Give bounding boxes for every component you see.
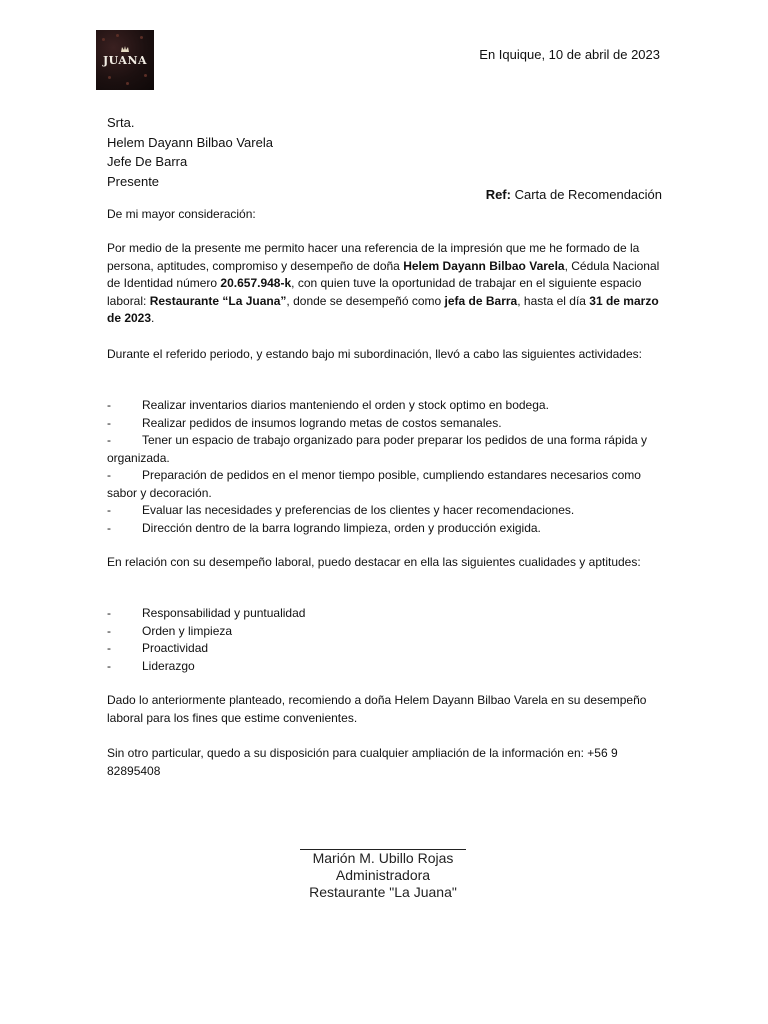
activity-text: Realizar inventarios diarios manteniendo el orden y stock optimo en bodega. xyxy=(142,398,549,412)
ref-text: Carta de Recomendación xyxy=(510,187,662,202)
activity-text: Dirección dentro de la barra logrando limpieza, orden y producción exigida. xyxy=(142,520,541,535)
list-item xyxy=(107,605,662,623)
list-item xyxy=(107,640,662,658)
list-item xyxy=(107,397,662,415)
qualities-list xyxy=(107,605,662,675)
intro-bold-name: Helem Dayann Bilbao Varela xyxy=(403,258,565,273)
signer-name: Marión M. Ubillo Rojas xyxy=(312,850,454,866)
intro-text-1: Por medio de la presente me permito hacer una referencia de la impresión que me he formado de la persona, aptitudes, compromiso y desempeño de doña xyxy=(107,241,640,273)
bullet-dash: - xyxy=(107,433,111,447)
intro-text-5: , hasta el día xyxy=(517,293,590,308)
during-paragraph: Durante el referido periodo, y estando bajo mi subordinación, llevó a cabo las siguientes actividades: xyxy=(107,347,642,361)
crown-icon xyxy=(120,45,130,53)
bullet-dash: - xyxy=(107,520,111,535)
activity-text: Realizar pedidos de insumos logrando metas de costos semanales. xyxy=(142,415,502,430)
logo-text: JUANA xyxy=(102,54,148,67)
activity-text: Evaluar las necesidades y preferencias de los clientes y hacer recomendaciones. xyxy=(142,503,575,517)
bullet-dash: - xyxy=(107,503,111,517)
list-item xyxy=(107,467,662,502)
intro-bold-restaurant: Restaurante “La Juana” xyxy=(149,293,287,308)
recipient-presente: Presente xyxy=(107,173,160,189)
bullet-dash: - xyxy=(107,641,111,655)
list-item xyxy=(107,502,662,520)
ref-label: Ref: xyxy=(485,187,511,202)
quality-text: Orden y limpieza xyxy=(142,623,233,638)
bullet-dash: - xyxy=(107,623,111,638)
signer-title: Administradora xyxy=(335,867,431,883)
recipient-name: Helem Dayann Bilbao Varela xyxy=(107,134,273,150)
bullet-dash: - xyxy=(107,415,111,430)
intro-bold-date: 31 de marzo de 2023 xyxy=(107,293,659,325)
signature-block xyxy=(233,836,533,901)
activities-list xyxy=(107,397,662,537)
recipient-position: Jefe De Barra xyxy=(107,154,188,169)
bullet-dash: - xyxy=(107,658,111,673)
intro-text-2: , Cédula Nacional de Identidad número xyxy=(107,258,660,290)
bullet-dash: - xyxy=(107,468,111,482)
reference-line xyxy=(486,187,662,202)
recipient-salutation: Srta. xyxy=(107,115,135,130)
greeting: De mi mayor consideración: xyxy=(107,207,256,221)
restaurant-logo xyxy=(96,30,154,90)
intro-text-3: , con quien tuve la oportunidad de trabajar en el siguiente espacio laboral: xyxy=(107,276,642,308)
list-item xyxy=(107,432,662,467)
relation-paragraph: En relación con su desempeño laboral, puedo destacar en ella las siguientes cualidades y aptitudes: xyxy=(107,555,641,569)
closing-paragraph: Sin otro particular, quedo a su disposición para cualquier ampliación de la información en: +56 9 82895408 xyxy=(107,746,618,778)
intro-paragraph xyxy=(107,240,662,328)
quality-text: Liderazgo xyxy=(142,658,195,673)
signer-company: Restaurante "La Juana" xyxy=(309,884,457,900)
recipient-block xyxy=(107,113,662,191)
intro-bold-id: 20.657.948-k xyxy=(220,276,292,290)
quality-text: Responsabilidad y puntualidad xyxy=(142,606,306,620)
signature-line xyxy=(300,836,466,850)
intro-text-6: . xyxy=(151,311,155,325)
activity-text: Preparación de pedidos en el menor tiempo posible, cumpliendo estandares necesarios como sabor y decoración. xyxy=(107,468,641,500)
date-line: En Iquique, 10 de abril de 2023 xyxy=(479,47,660,62)
bullet-dash: - xyxy=(107,606,111,620)
list-item xyxy=(107,520,662,538)
intro-text-4: , donde se desempeñó como xyxy=(286,293,445,308)
activity-text: Tener un espacio de trabajo organizado para poder preparar los pedidos de una forma rápida y organizada. xyxy=(107,433,647,465)
intro-bold-role: jefa de Barra xyxy=(444,293,518,308)
quality-text: Proactividad xyxy=(142,641,209,655)
list-item xyxy=(107,415,662,433)
list-item xyxy=(107,658,662,676)
dado-paragraph: Dado lo anteriormente planteado, recomiendo a doña Helem Dayann Bilbao Varela en su desempeño laboral para los fines que estime convenientes. xyxy=(107,693,647,725)
list-item xyxy=(107,623,662,641)
bullet-dash: - xyxy=(107,398,111,412)
